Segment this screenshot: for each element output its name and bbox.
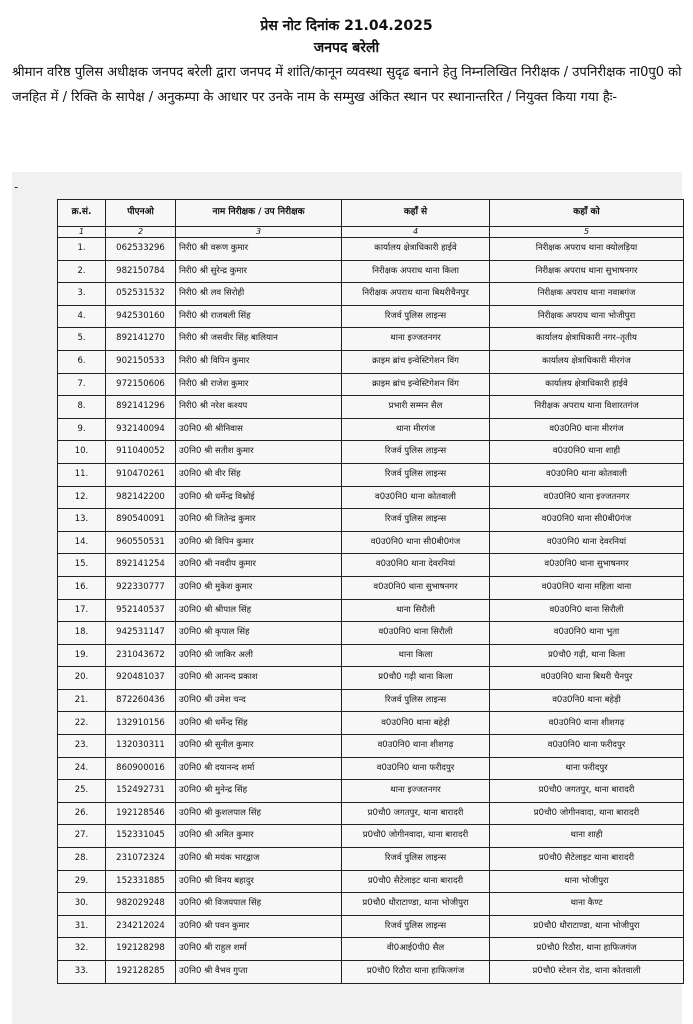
serial-cell: 16. — [58, 576, 106, 599]
table-row — [58, 441, 684, 464]
officer-name-cell: निरी0 श्री सुरेन्द्र कुमार — [176, 260, 342, 283]
pno-cell: 910470261 — [106, 463, 176, 486]
pno-cell: 052531532 — [106, 283, 176, 306]
serial-cell: 26. — [58, 802, 106, 825]
table-row — [58, 938, 684, 961]
serial-cell: 5. — [58, 328, 106, 351]
officer-name-cell: उ0नि0 श्री दयानन्द शर्मा — [176, 757, 342, 780]
pno-cell: 152331045 — [106, 825, 176, 848]
officer-name-cell: उ0नि0 श्री राहुल शर्मा — [176, 938, 342, 961]
margin-mark: - — [14, 180, 19, 194]
from-location-cell: प्र0चौ0 जगतपुर, थाना बारादरी — [342, 802, 490, 825]
from-location-cell: रिजर्व पुलिस लाइन्स — [342, 689, 490, 712]
table-row — [58, 328, 684, 351]
pno-cell: 920481037 — [106, 667, 176, 690]
serial-cell: 19. — [58, 644, 106, 667]
to-location-cell: व0उ0नि0 थाना सुभाषनगर — [490, 554, 684, 577]
serial-cell: 11. — [58, 463, 106, 486]
serial-cell: 33. — [58, 961, 106, 984]
col-number: 3 — [176, 227, 342, 238]
table-row — [58, 373, 684, 396]
serial-cell: 24. — [58, 757, 106, 780]
officer-name-cell: उ0नि0 श्री कुशलपाल सिंह — [176, 802, 342, 825]
serial-cell: 12. — [58, 486, 106, 509]
from-location-cell: व0उ0नि0 थाना बहेड़ी — [342, 712, 490, 735]
officer-name-cell: निरी0 श्री लव सिरोही — [176, 283, 342, 306]
serial-cell: 31. — [58, 915, 106, 938]
from-location-cell: रिजर्व पुलिस लाइन्स — [342, 848, 490, 871]
to-location-cell: व0उ0नि0 थाना महिला थाना — [490, 576, 684, 599]
officer-name-cell: उ0नि0 श्री पवन कुमार — [176, 915, 342, 938]
pno-cell: 192128546 — [106, 802, 176, 825]
table-row — [58, 825, 684, 848]
pno-cell: 231043672 — [106, 644, 176, 667]
officer-name-cell: उ0नि0 श्री कृपाल सिंह — [176, 622, 342, 645]
to-location-cell: व0उ0नि0 थाना सी0बी0गंज — [490, 509, 684, 532]
serial-cell: 4. — [58, 305, 106, 328]
from-location-cell: रिजर्व पुलिस लाइन्स — [342, 915, 490, 938]
officer-name-cell: उ0नि0 श्री अमित कुमार — [176, 825, 342, 848]
to-location-cell: व0उ0नि0 थाना इज्जतनगर — [490, 486, 684, 509]
col-number: 2 — [106, 227, 176, 238]
col-number: 4 — [342, 227, 490, 238]
officer-name-cell: उ0नि0 श्री वीर सिंह — [176, 463, 342, 486]
from-location-cell: व0उ0नि0 थाना सी0बी0गंज — [342, 531, 490, 554]
to-location-cell: प्र0चौ0 स्टेशन रोड, थाना कोतवाली — [490, 961, 684, 984]
table-row — [58, 757, 684, 780]
from-location-cell: व0उ0नि0 थाना देवरनियां — [342, 554, 490, 577]
officer-name-cell: उ0नि0 श्री जाकिर अली — [176, 644, 342, 667]
to-location-cell: व0उ0नि0 थाना देवरनियां — [490, 531, 684, 554]
officer-name-cell: उ0नि0 श्री आनन्द प्रकाश — [176, 667, 342, 690]
serial-cell: 30. — [58, 893, 106, 916]
press-note-title: प्रेस नोट दिनांक 21.04.2025 — [260, 18, 433, 34]
table-row — [58, 735, 684, 758]
pno-cell: 231072324 — [106, 848, 176, 871]
pno-cell: 892141254 — [106, 554, 176, 577]
col-number: 5 — [490, 227, 684, 238]
to-location-cell: प्र0चौ0 जोगीनवादा, थाना बारादरी — [490, 802, 684, 825]
pno-cell: 892141296 — [106, 396, 176, 419]
pno-cell: 942530160 — [106, 305, 176, 328]
serial-cell: 28. — [58, 848, 106, 871]
to-location-cell: कार्यालय क्षेत्राधिकारी नगर–तृतीय — [490, 328, 684, 351]
officer-name-cell: निरी0 श्री राजबली सिंह — [176, 305, 342, 328]
pno-cell: 892141270 — [106, 328, 176, 351]
pno-cell: 982029248 — [106, 893, 176, 916]
col-header-serial: क्र.सं. — [58, 200, 106, 227]
from-location-cell: प्र0चौ0 सैटेलाइट थाना बारादरी — [342, 870, 490, 893]
serial-cell: 6. — [58, 350, 106, 373]
officer-name-cell: उ0नि0 श्री मयंक भारद्वाज — [176, 848, 342, 871]
from-location-cell: प्र0चौ0 धौराटाण्डा, थाना भोजीपुरा — [342, 893, 490, 916]
pno-cell: 132030311 — [106, 735, 176, 758]
to-location-cell: प्र0चौ0 गढ़ी, थाना किला — [490, 644, 684, 667]
pno-cell: 922330777 — [106, 576, 176, 599]
to-location-cell: कार्यालय क्षेत्राधिकारी मीरगंज — [490, 350, 684, 373]
pno-cell: 152331885 — [106, 870, 176, 893]
from-location-cell: व0उ0नि0 थाना सिरौली — [342, 622, 490, 645]
officer-name-cell: उ0नि0 श्री धर्मेन्द्र विश्नोई — [176, 486, 342, 509]
officer-name-cell: उ0नि0 श्री विजयपाल सिंह — [176, 893, 342, 916]
to-location-cell: थाना फरीदपुर — [490, 757, 684, 780]
from-location-cell: व0उ0नि0 थाना सुभाषनगर — [342, 576, 490, 599]
to-location-cell: प्र0चौ0 रिठौरा, थाना हाफिजगंज — [490, 938, 684, 961]
table-row — [58, 712, 684, 735]
pno-cell: 860900016 — [106, 757, 176, 780]
table-row — [58, 780, 684, 803]
table-row — [58, 576, 684, 599]
serial-cell: 32. — [58, 938, 106, 961]
officer-name-cell: निरी0 श्री जसवीर सिंह बालियान — [176, 328, 342, 351]
district-heading: जनपद बरेली — [313, 40, 380, 56]
serial-cell: 29. — [58, 870, 106, 893]
to-location-cell: निरीक्षक अपराध थाना सुभाषनगर — [490, 260, 684, 283]
table-row — [58, 418, 684, 441]
serial-cell: 22. — [58, 712, 106, 735]
serial-cell: 17. — [58, 599, 106, 622]
from-location-cell: प्र0चौ0 रिठौरा थाना हाफिजगंज — [342, 961, 490, 984]
serial-cell: 9. — [58, 418, 106, 441]
table-body — [58, 238, 684, 984]
serial-cell: 23. — [58, 735, 106, 758]
to-location-cell: प्र0चौ0 धौराटाण्डा, थाना भोजीपुरा — [490, 915, 684, 938]
officer-name-cell: उ0नि0 श्री सतीश कुमार — [176, 441, 342, 464]
pno-cell: 062533296 — [106, 238, 176, 261]
from-location-cell: कार्यालय क्षेत्राधिकारी हाईवे — [342, 238, 490, 261]
table-row — [58, 554, 684, 577]
col-header-name: नाम निरीक्षक / उप निरीक्षक — [176, 200, 342, 227]
to-location-cell: थाना भोजीपुरा — [490, 870, 684, 893]
table-row — [58, 509, 684, 532]
from-location-cell: थाना इज्जतनगर — [342, 328, 490, 351]
serial-cell: 14. — [58, 531, 106, 554]
from-location-cell: रिजर्व पुलिस लाइन्स — [342, 305, 490, 328]
serial-cell: 15. — [58, 554, 106, 577]
from-location-cell: रिजर्व पुलिस लाइन्स — [342, 509, 490, 532]
table-row — [58, 350, 684, 373]
pno-cell: 911040052 — [106, 441, 176, 464]
table-row — [58, 305, 684, 328]
table-header-row — [58, 200, 684, 227]
serial-cell: 27. — [58, 825, 106, 848]
officer-name-cell: निरी0 श्री वरूण कुमार — [176, 238, 342, 261]
from-location-cell: व0उ0नि0 थाना शीशगढ़ — [342, 735, 490, 758]
officer-name-cell: उ0नि0 श्री विनय बहादुर — [176, 870, 342, 893]
from-location-cell: वी0आई0पी0 सैल — [342, 938, 490, 961]
serial-cell: 20. — [58, 667, 106, 690]
to-location-cell: व0उ0नि0 थाना बहेड़ी — [490, 689, 684, 712]
table-row — [58, 915, 684, 938]
serial-cell: 10. — [58, 441, 106, 464]
serial-cell: 1. — [58, 238, 106, 261]
pno-cell: 952140537 — [106, 599, 176, 622]
table-row — [58, 486, 684, 509]
table-row — [58, 396, 684, 419]
officer-name-cell: उ0नि0 श्री श्रीपाल सिंह — [176, 599, 342, 622]
to-location-cell: प्र0चौ0 जगतपुर, थाना बारादरी — [490, 780, 684, 803]
from-location-cell: थाना इज्जतनगर — [342, 780, 490, 803]
officer-name-cell: उ0नि0 श्री वैभव गुप्ता — [176, 961, 342, 984]
from-location-cell: प्र0चौ0 जोगीनवादा, थाना बारादरी — [342, 825, 490, 848]
from-location-cell: प्र0चौ0 गढ़ी थाना किला — [342, 667, 490, 690]
from-location-cell: क्राइम ब्रांच इन्वेस्टिगेशन विंग — [342, 373, 490, 396]
to-location-cell: व0उ0नि0 थाना शीशगढ़ — [490, 712, 684, 735]
from-location-cell: प्रभारी सम्मन सैल — [342, 396, 490, 419]
table-row — [58, 689, 684, 712]
serial-cell: 13. — [58, 509, 106, 532]
officer-name-cell: उ0नि0 श्री मुकेश कुमार — [176, 576, 342, 599]
to-location-cell: कार्यालय क्षेत्राधिकारी हाईवे — [490, 373, 684, 396]
from-location-cell: थाना मीरगंज — [342, 418, 490, 441]
pno-cell: 942531147 — [106, 622, 176, 645]
pno-cell: 932140094 — [106, 418, 176, 441]
officer-name-cell: निरी0 श्री विपिन कुमार — [176, 350, 342, 373]
officer-name-cell: निरी0 श्री राजेश कुमार — [176, 373, 342, 396]
pno-cell: 192128285 — [106, 961, 176, 984]
serial-cell: 2. — [58, 260, 106, 283]
pno-cell: 132910156 — [106, 712, 176, 735]
from-location-cell: व0उ0नि0 थाना फरीदपुर — [342, 757, 490, 780]
serial-cell: 18. — [58, 622, 106, 645]
pno-cell: 960550531 — [106, 531, 176, 554]
to-location-cell: व0उ0नि0 थाना सिरौली — [490, 599, 684, 622]
pno-cell: 982142200 — [106, 486, 176, 509]
col-header-pno: पीएनओ — [106, 200, 176, 227]
table-row — [58, 893, 684, 916]
officer-name-cell: उ0नि0 श्री धर्मेन्द्र सिंह — [176, 712, 342, 735]
officer-name-cell: उ0नि0 श्री जितेन्द्र कुमार — [176, 509, 342, 532]
serial-cell: 3. — [58, 283, 106, 306]
to-location-cell: व0उ0नि0 थाना फरीदपुर — [490, 735, 684, 758]
to-location-cell: प्र0चौ0 सैटेलाइट थाना बारादरी — [490, 848, 684, 871]
pno-cell: 972150606 — [106, 373, 176, 396]
officer-name-cell: उ0नि0 श्री श्रीनिवास — [176, 418, 342, 441]
to-location-cell: व0उ0नि0 थाना शाही — [490, 441, 684, 464]
table-row — [58, 667, 684, 690]
officer-name-cell: उ0नि0 श्री सुनील कुमार — [176, 735, 342, 758]
from-location-cell: व0उ0नि0 थाना कोतवाली — [342, 486, 490, 509]
officer-name-cell: उ0नि0 श्री नवदीप कुमार — [176, 554, 342, 577]
from-location-cell: रिजर्व पुलिस लाइन्स — [342, 441, 490, 464]
table-row — [58, 238, 684, 261]
to-location-cell: व0उ0नि0 थाना कोतवाली — [490, 463, 684, 486]
to-location-cell: थाना कैण्ट — [490, 893, 684, 916]
table-row — [58, 802, 684, 825]
to-location-cell: व0उ0नि0 थाना भुता — [490, 622, 684, 645]
table-row — [58, 848, 684, 871]
from-location-cell: रिजर्व पुलिस लाइन्स — [342, 463, 490, 486]
table-row — [58, 644, 684, 667]
from-location-cell: निरीक्षक अपराध थाना किला — [342, 260, 490, 283]
pno-cell: 152492731 — [106, 780, 176, 803]
intro-paragraph: श्रीमान वरिष्ठ पुलिस अधीक्षक जनपद बरेली द्वारा जनपद में शांति/कानून व्यवस्था सुदृढ बनाने हेतु निम्नलिखित निरीक्षक / उपनिरीक्षक ना0पु0 को जनहित में / रिक्ति के सापेक्ष / अनुकम्पा के आधार पर उनके नाम के सम्मुख अंकित स्थान पर स्थानान्तरित / नियुक्त किया गया हैः- — [12, 65, 682, 105]
to-location-cell: निरीक्षक अपराध थाना भोजीपुरा — [490, 305, 684, 328]
pno-cell: 192128298 — [106, 938, 176, 961]
officer-name-cell: उ0नि0 श्री मुनेन्द्र सिंह — [176, 780, 342, 803]
to-location-cell: निरीक्षक अपराध थाना नवाबगंज — [490, 283, 684, 306]
to-location-cell: निरीक्षक अपराध थाना क्योलड़िया — [490, 238, 684, 261]
pno-cell: 982150784 — [106, 260, 176, 283]
table-row — [58, 463, 684, 486]
col-number: 1 — [58, 227, 106, 238]
pno-cell: 234212024 — [106, 915, 176, 938]
to-location-cell: निरीक्षक अपराध थाना विशारतगंज — [490, 396, 684, 419]
serial-cell: 7. — [58, 373, 106, 396]
transfer-table — [57, 199, 684, 984]
table-row — [58, 622, 684, 645]
table-row — [58, 260, 684, 283]
table-row — [58, 599, 684, 622]
table-row — [58, 961, 684, 984]
serial-cell: 8. — [58, 396, 106, 419]
officer-name-cell: उ0नि0 श्री उमेश चन्द — [176, 689, 342, 712]
pno-cell: 890540091 — [106, 509, 176, 532]
from-location-cell: निरीक्षक अपराध थाना बिथरीचैनपुर — [342, 283, 490, 306]
from-location-cell: थाना सिरौली — [342, 599, 490, 622]
col-header-from: कहाँ से — [342, 200, 490, 227]
from-location-cell: थाना किला — [342, 644, 490, 667]
table-row — [58, 283, 684, 306]
table-number-row — [58, 227, 684, 238]
to-location-cell: व0उ0नि0 थाना बिथरी चैनपुर — [490, 667, 684, 690]
col-header-to: कहाँ को — [490, 200, 684, 227]
to-location-cell: व0उ0नि0 थाना मीरगंज — [490, 418, 684, 441]
table-row — [58, 531, 684, 554]
pno-cell: 902150533 — [106, 350, 176, 373]
pno-cell: 872260436 — [106, 689, 176, 712]
from-location-cell: क्राइम ब्रांच इन्वेस्टिगेशन विंग — [342, 350, 490, 373]
to-location-cell: थाना शाही — [490, 825, 684, 848]
serial-cell: 25. — [58, 780, 106, 803]
table-row — [58, 870, 684, 893]
officer-name-cell: निरी0 श्री नरेश कश्यप — [176, 396, 342, 419]
serial-cell: 21. — [58, 689, 106, 712]
officer-name-cell: उ0नि0 श्री विपिन कुमार — [176, 531, 342, 554]
